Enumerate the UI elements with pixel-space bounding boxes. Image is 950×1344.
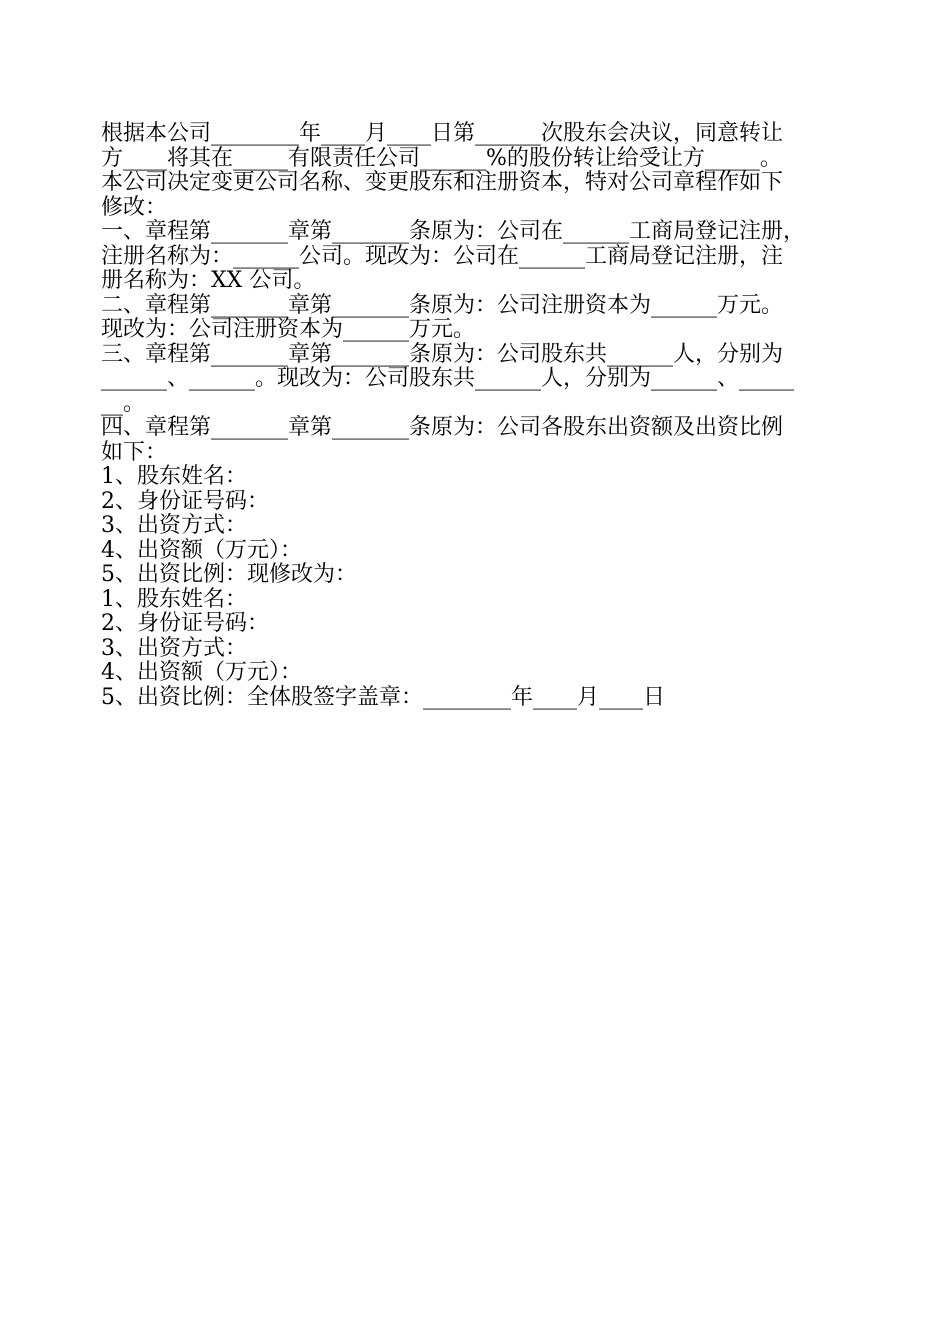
item-one-line-3: 册名称为：XX 公司。	[101, 268, 316, 293]
revised-id-number: 2、身份证号码：	[101, 611, 269, 636]
item-two-line-2: 现改为：公司注册资本为______万元。	[101, 317, 476, 342]
revised-contribution-method: 3、出资方式：	[101, 635, 247, 661]
item-one-line-1: 一、章程第_______章第_______条原为：公司在______工商局登记注册，	[101, 219, 806, 244]
item-four-line-2: 如下：	[101, 439, 168, 465]
original-shareholder-name: 1、股东姓名：	[101, 464, 247, 489]
revised-shareholder-name: 1、股东姓名：	[101, 586, 247, 612]
document-body	[101, 122, 861, 710]
item-three-line-3: __。	[101, 390, 146, 416]
original-contribution-method: 3、出资方式：	[101, 513, 247, 538]
text-line-transfer: 方____将其在_____有限责任公司______%的股份转让给受让方_____。	[101, 145, 782, 171]
text-line-decision: 本公司决定变更公司名称、变更股东和注册资本，特对公司章程作如下	[101, 170, 784, 195]
original-id-number: 2、身份证号码：	[101, 488, 269, 514]
item-one-line-2: 注册名称为：______公司。现改为：公司在______工商局登记注册，注	[101, 243, 784, 269]
revised-ratio-signature-date: 5、出资比例：全体股签字盖章：________年____月____日	[101, 684, 665, 710]
item-three-line-2: ______、______。现改为：公司股东共______人，分别为______、_____	[101, 366, 795, 391]
original-contribution-amount: 4、出资额（万元）：	[101, 537, 302, 563]
item-three-line-1: 三、章程第_______章第_______条原为：公司股东共______人，分别为	[101, 341, 784, 367]
item-four-line-1: 四、章程第_______章第_______条原为：公司各股东出资额及出资比例	[101, 415, 784, 440]
original-contribution-ratio: 5、出资比例：现修改为：	[101, 562, 357, 587]
text-line-amend: 修改：	[101, 194, 168, 220]
revised-contribution-amount: 4、出资额（万元）：	[101, 660, 302, 685]
text-line-resolution: 根据本公司________年____月____日第______次股东会决议，同意转让	[101, 121, 784, 146]
item-two-line-1: 二、章程第_______章第_______条原为：公司注册资本为______万元。	[101, 292, 784, 318]
